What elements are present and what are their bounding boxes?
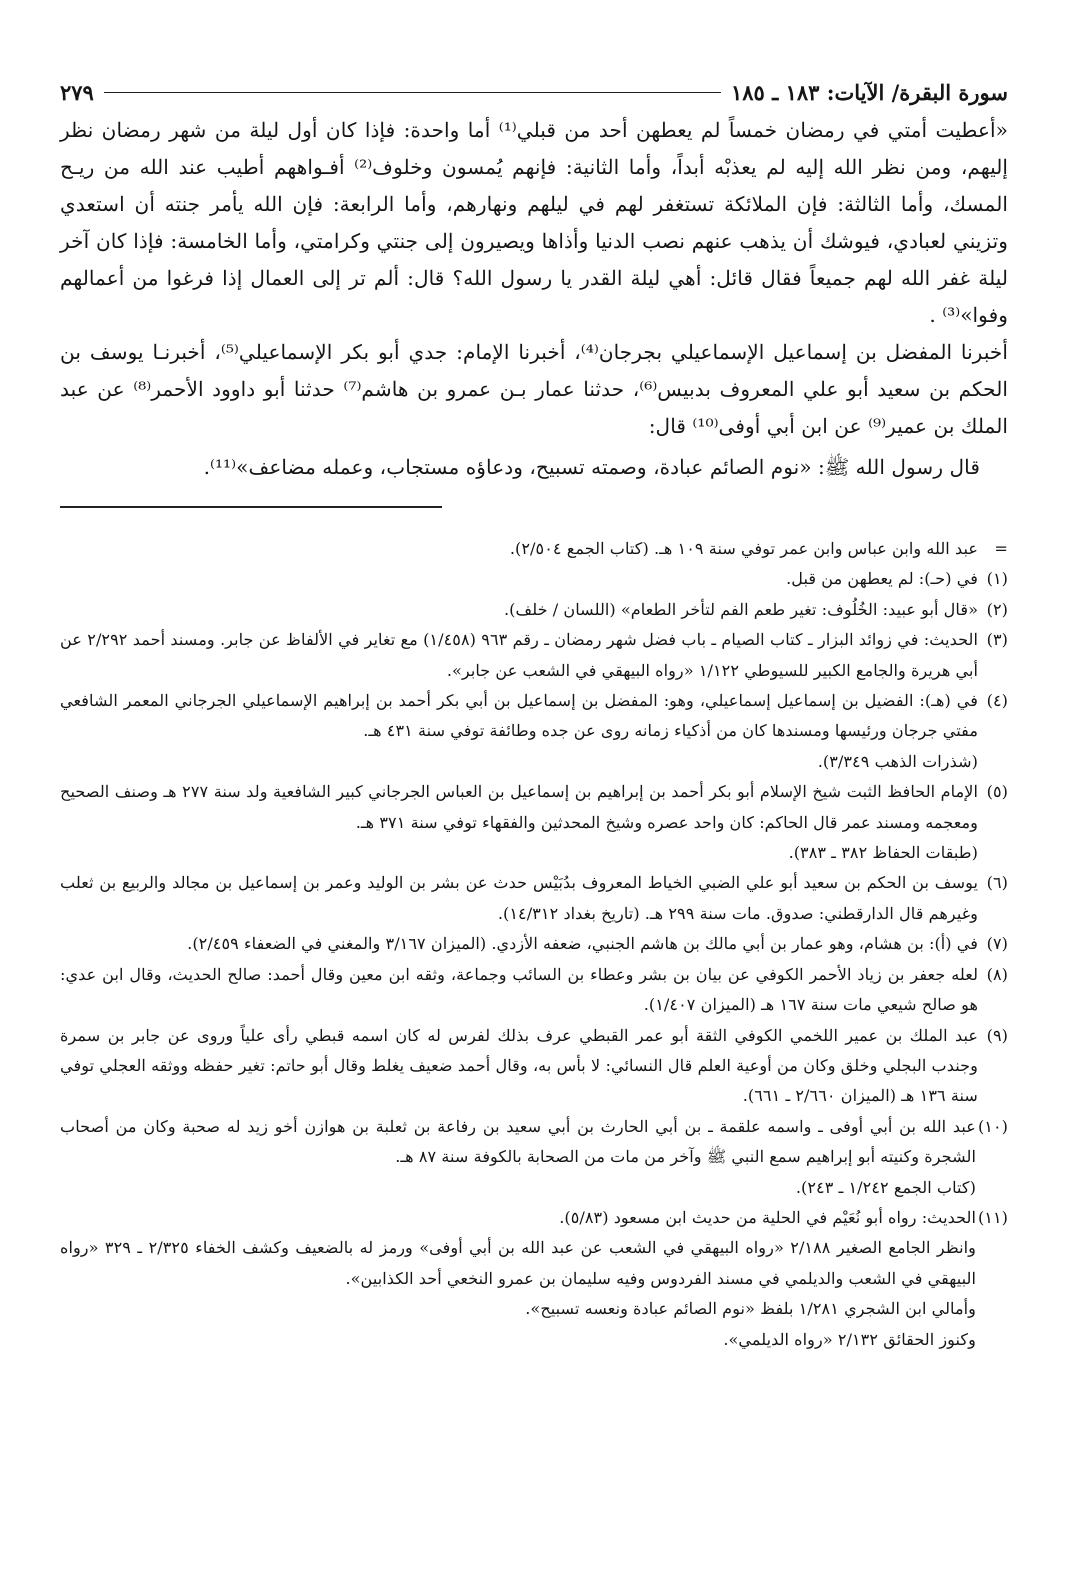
footnotes bbox=[60, 534, 1008, 1355]
footnote-number: (٤) bbox=[986, 691, 1008, 711]
footnote-line: (شذرات الذهب ٣/٣٤٩). bbox=[817, 751, 978, 771]
footnote bbox=[60, 564, 1008, 594]
footnote-line: في (أ): بن هشام، وهو عمار بن أبي مالك بن هاشم الجنبي، ضعفه الأزدي. (الميزان ٣/١٦٧ والمغني في الضعفاء ٢/٤٥٩). bbox=[187, 934, 978, 954]
footnote-line: الحديث: رواه أبو نُعَيْم في الحلية من حديث ابن مسعود (٥/٨٣). bbox=[559, 1207, 976, 1227]
footnote bbox=[60, 625, 1008, 686]
footnote-number: (٢) bbox=[986, 599, 1008, 619]
page-number: ٢٧٩ bbox=[60, 79, 94, 105]
footnote-line: (كتاب الجمع ١/٢٤٢ ـ ٢٤٣). bbox=[795, 1177, 976, 1197]
footnote bbox=[60, 534, 1008, 564]
main-paragraph-2: أخبرنا المفضل بن إسماعيل الإسماعيلي بجرجان⁽⁴⁾، أخبرنا الإمام: جدي أبو بكر الإسماعيلي⁽⁵⁾، أخبرنـا يوسف بن الحكم بن سعيد أبو علي المعروف بدبيس⁽⁶⁾، حدثنا عمار بـن عمرو بن هاشم⁽⁷⁾ حدثنا أبو داوود الأحمر⁽⁸⁾ عن عبد الملك بن عمير⁽⁹⁾ عن ابن أبي أوفى⁽¹⁰⁾ قال: bbox=[60, 340, 1009, 438]
footnote-line: «قال أبو عبيد: الخُلُوف: تغير طعم الفم لتأخر الطعام» (اللسان / خلف). bbox=[504, 599, 978, 619]
footnote-number: (٦) bbox=[986, 873, 1008, 893]
footnote-text bbox=[60, 564, 978, 594]
footnote-text bbox=[60, 686, 978, 777]
footnote bbox=[60, 960, 1008, 1021]
footnote-text bbox=[60, 1203, 976, 1355]
footnote-number: (٣) bbox=[986, 630, 1008, 650]
footnote bbox=[60, 686, 1008, 777]
footnote-line: عبد الملك بن عمير اللخمي الكوفي الثقة أبو عمر القبطي عرف بذلك لفرس له كان اسمه قبطي رأى علياً وروى عن جابر بن سمرة وجندب البجلي وخلق وكان من أوعية العلم قال النسائي: لا بأس به، وقال أحمد ضعيف يغلط وقال أبو حاتم: تغير حفظه ووثقه العجلي توفي سنة ١٣٦ هـ (الميزان ٢/٦٦٠ ـ ٦٦١). bbox=[60, 1025, 978, 1106]
footnote bbox=[60, 1203, 1008, 1355]
footnote-line: الحديث: في زوائد البزار ـ كتاب الصيام ـ باب فضل شهر رمضان ـ رقم ٩٦٣ (١/٤٥٨) مع تغاير في الألفاظ عن جابر. ومسند أحمد ٢/٢٩٢ عن أبي هريرة والجامع الكبير للسيوطي ١/١٢٢ «رواه البيهقي في الشعب عن جابر». bbox=[60, 630, 978, 680]
footnote-text bbox=[60, 929, 978, 959]
footnote-text bbox=[60, 777, 978, 868]
footnote-line: الإمام الحافظ الثبت شيخ الإسلام أبو بكر أحمد بن إبراهيم بن إسماعيل بن العباس الجرجاني كبير الشافعية ولد سنة ٢٧٧ هـ وصنف الصحيح ومعجمه ومسند عمر قال الحاكم: كان واحد عصره وشيخ المحدثين والفقهاء توفي سنة ٣٧١ هـ. bbox=[60, 782, 978, 832]
footnote-number: (٨) bbox=[986, 964, 1008, 984]
footnote bbox=[60, 868, 1008, 929]
footnote bbox=[60, 929, 1008, 959]
footnote-text bbox=[60, 868, 978, 929]
footnote-number: (١) bbox=[986, 569, 1008, 589]
footnote-number: = bbox=[994, 539, 1008, 558]
footnote-text bbox=[60, 625, 978, 686]
footnote-number: (٥) bbox=[986, 782, 1008, 802]
footnote-text bbox=[60, 595, 978, 625]
footnote-text bbox=[60, 1112, 976, 1203]
running-header bbox=[60, 72, 1008, 112]
footnote-line: يوسف بن الحكم بن سعيد أبو علي الضبي الخياط المعروف بدُبَيْس حدث عن بشر بن الوليد وعمر بن إسماعيل بن مجالد والربيع بن ثعلب وغيرهم قال الدارقطني: صدوق. مات سنة ٢٩٩ هـ. (تاريخ بغداد ١٤/٣١٢). bbox=[60, 873, 978, 923]
main-text bbox=[60, 112, 1008, 486]
footnote-line: وأمالي ابن الشجري ١/٢٨١ بلفظ «نوم الصائم عبادة ونعسه تسبيح». bbox=[525, 1299, 976, 1319]
footnote bbox=[60, 595, 1008, 625]
book-page bbox=[60, 72, 1008, 1355]
header-rule bbox=[104, 92, 721, 93]
footnote-line: عبد الله وابن عباس وابن عمر توفي سنة ١٠٩ هـ. (كتاب الجمع ٢/٥٠٤). bbox=[509, 539, 978, 558]
main-paragraph-1: «أعطيت أمتي في رمضان خمساً لم يعطهن أحد من قبلي⁽¹⁾ أما واحدة: فإذا كان أول ليلة من شهر رمضان نظر إليهم، ومن نظر الله إليه لم يعذبْه أبداً، وأما الثانية: فإنهم يُمسون وخلوف⁽²⁾ أفـواههم أطيب عند الله من ريـح المسك، وأما الثالثة: فإن الملائكة تستغفر لهم في ليلهم ونهارهم، وأما الرابعة: فإن الله يأمر جنته أن استعدي وتزيني لعبادي، فيوشك أن يذهب عنهم نصب الدنيا وأذاها ويصيرون إلى جنتي وكرامتي، وأما الخامسة: فإذا كان آخر ليلة غفر الله لهم جميعاً فقال قائل: أهي ليلة القدر يا رسول الله؟ قال: ألم تر إلى العمال إذا فرغوا من أعمالهم وفوا»⁽³⁾ . bbox=[60, 118, 1008, 327]
footnote-text bbox=[60, 1021, 978, 1112]
footnote-text bbox=[60, 960, 978, 1021]
footnote-line: لعله جعفر بن زياد الأحمر الكوفي عن بيان بن بشر وعطاء بن السائب وجماعة، وثقه ابن معين وقال أحمد: صالح الحديث، وقال ابن عدي: هو صالح شيعي مات سنة ١٦٧ هـ (الميزان ١/٤٠٧). bbox=[60, 964, 978, 1015]
footnote-line: وكنوز الحقائق ٢/١٣٢ «رواه الديلمي». bbox=[723, 1329, 976, 1349]
footnote-number: (١١) bbox=[977, 1207, 1008, 1227]
footnote-line: وانظر الجامع الصغير ٢/١٨٨ «رواه البيهقي في الشعب عن عبد الله بن أبي أوفى» ورمز له بالضعيف وكشف الخفاء ٢/٣٢٥ ـ ٣٢٩ «رواه البيهقي في الشعب والديلمي في مسند الفردوس وفيه سليمان بن عمرو النخعي أحد الكذابين». bbox=[60, 1238, 976, 1288]
footnote-separator bbox=[60, 506, 442, 508]
footnote-line: عبد الله بن أبي أوفى ـ واسمه علقمة ـ بن أبي الحارث بن أبي سعيد بن رفاعة بن ثعلبة بن هوازن أخو زيد له صحبة وكان من أصحاب الشجرة وكنيته أبو إبراهيم سمع النبي ﷺ وآخر من مات من الصحابة بالكوفة سنة ٨٧ هـ. bbox=[60, 1116, 976, 1167]
hadith-text: قال رسول الله ﷺ: «نوم الصائم عبادة، وصمته تسبيح، ودعاؤه مستجاب، وعمله مضاعف»⁽¹¹⁾. bbox=[203, 455, 980, 479]
footnote bbox=[60, 1112, 1008, 1203]
footnote-number: (٧) bbox=[986, 934, 1008, 954]
section-title: سورة البقرة/ الآيات: ١٨٣ ـ ١٨٥ bbox=[730, 79, 1008, 105]
footnote-line: في (حـ): لم يعطهن من قبل. bbox=[786, 569, 978, 589]
footnote-line: في (هـ): الفضيل بن إسماعيل إسماعيلي، وهو: المفضل بن إسماعيل بن أبي بكر أحمد بن إبراهيم الإسماعيلي الجرجاني المعمر الشافعي مفتي جرجان ورئيسها ومسندها كان من أذكياء زمانه روى عن جده وطائفة توفي سنة ٤٣١ هـ. bbox=[60, 691, 978, 741]
footnote bbox=[60, 777, 1008, 868]
footnote-number: (١٠) bbox=[977, 1116, 1008, 1136]
footnote-number: (٩) bbox=[986, 1025, 1008, 1045]
footnote-text bbox=[60, 534, 978, 564]
footnote-line: (طبقات الحفاظ ٣٨٢ ـ ٣٨٣). bbox=[788, 843, 978, 863]
footnote bbox=[60, 1021, 1008, 1112]
